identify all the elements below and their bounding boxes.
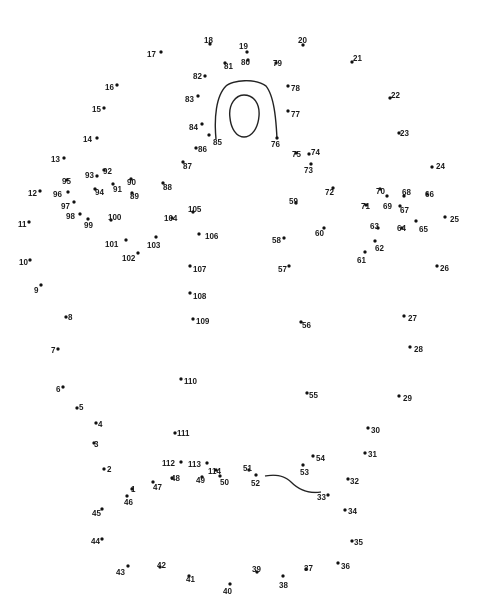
dot-point [136,251,139,254]
dot-68 [402,188,411,197]
dot-7 [51,346,60,355]
dot-41 [186,574,195,584]
dot-number-label: 108 [193,292,207,302]
dot-number-label: 34 [348,507,357,517]
dot-number-label: 39 [252,565,261,575]
dot-number-label: 24 [436,162,445,172]
dot-103 [147,235,161,250]
dot-24 [430,162,445,171]
dot-number-label: 98 [66,212,75,222]
dot-number-label: 102 [122,254,136,264]
dot-number-label: 42 [157,561,166,571]
dot-number-label: 75 [292,150,301,160]
dot-number-label: 2 [107,465,112,475]
dot-number-label: 67 [400,206,409,216]
dot-98 [66,212,82,221]
dot-number-label: 65 [419,225,428,235]
dot-8 [64,313,73,322]
dot-number-label: 96 [53,190,62,200]
dot-number-label: 44 [91,537,100,547]
dot-58 [272,236,286,245]
dot-6 [56,385,65,394]
dot-56 [299,320,311,330]
dot-number-label: 105 [188,205,202,215]
dot-number-label: 52 [251,479,260,489]
dot-13 [51,155,66,164]
dot-point [200,122,203,125]
dot-107 [188,264,206,274]
dot-point [78,212,81,215]
dot-47 [151,480,162,492]
dot-number-label: 76 [271,140,280,150]
dot-number-label: 85 [213,138,222,148]
dot-point [27,220,30,223]
dot-22 [388,91,400,100]
dot-point [281,574,284,577]
dot-27 [402,314,417,323]
dot-number-label: 70 [376,187,385,197]
dot-number-label: 38 [279,581,288,591]
dot-number-label: 1 [131,485,136,495]
pre-drawn-hair-outline [215,81,277,139]
dot-number-label: 94 [95,188,104,198]
dot-34 [343,507,357,516]
dot-point [62,156,65,159]
dot-78 [286,84,300,93]
dot-number-label: 93 [85,171,94,181]
dot-80 [241,58,250,67]
dot-point [326,493,329,496]
dot-37 [304,564,313,573]
dot-number-label: 77 [291,110,300,120]
dot-15 [92,105,106,114]
dot-number-label: 51 [243,464,252,474]
dot-point [95,174,98,177]
dot-point [102,467,105,470]
dot-104 [164,214,178,223]
dot-108 [188,291,206,301]
dot-46 [124,494,133,507]
dot-number-label: 30 [371,426,380,436]
dot-55 [305,391,318,400]
dot-number-label: 45 [92,509,101,519]
dot-number-label: 66 [425,190,434,200]
dot-number-label: 91 [113,185,122,195]
dot-point [61,385,64,388]
numbered-dots [18,36,459,596]
dot-113 [188,460,209,469]
dot-number-label: 106 [205,232,219,242]
dot-number-label: 72 [325,188,334,198]
dot-94 [93,187,104,197]
dot-number-label: 41 [186,575,195,585]
dot-number-label: 54 [316,454,325,464]
dot-point [336,561,339,564]
dot-29 [397,394,412,403]
dot-point [343,508,346,511]
dot-112 [162,459,183,468]
dot-point [179,377,182,380]
dot-23 [397,129,409,138]
dot-number-label: 19 [239,42,248,52]
dot-number-label: 79 [273,59,282,69]
dot-number-label: 49 [196,476,205,486]
dot-53 [300,463,309,477]
dot-number-label: 11 [18,220,27,230]
dot-number-label: 114 [208,467,221,477]
dot-number-label: 100 [108,213,122,223]
dot-number-label: 68 [402,188,411,198]
dot-point [286,109,289,112]
dot-number-label: 56 [302,321,311,331]
dot-number-label: 37 [304,564,313,574]
dot-point [188,291,191,294]
dot-10 [19,258,32,267]
dot-number-label: 5 [79,403,84,413]
dot-number-label: 84 [189,123,198,133]
dot-number-label: 55 [309,391,318,401]
dot-62 [373,239,384,253]
dot-number-label: 101 [105,240,119,250]
dot-number-label: 57 [278,265,287,275]
dot-35 [350,538,363,547]
dot-54 [311,454,325,463]
dot-point [301,463,304,466]
dot-number-label: 7 [51,346,56,356]
dot-75 [292,150,301,159]
dot-number-label: 50 [220,478,229,488]
dot-number-label: 104 [164,214,178,224]
dot-point [366,426,369,429]
dot-20 [298,36,307,46]
dot-number-label: 28 [414,345,423,355]
dot-number-label: 48 [171,474,180,484]
dot-number-label: 26 [440,264,449,274]
dot-number-label: 71 [361,202,370,212]
dot-number-label: 58 [272,236,281,246]
dot-number-label: 23 [400,129,409,139]
dot-1 [130,485,136,494]
dot-2 [102,465,112,474]
dot-92 [102,167,112,176]
dot-99 [84,217,93,230]
dot-number-label: 4 [98,420,103,430]
dot-point [397,394,400,397]
dot-number-label: 10 [19,258,28,268]
dot-number-label: 3 [94,440,99,450]
dot-point [191,317,194,320]
dot-84 [189,122,204,132]
dot-number-label: 31 [368,450,377,460]
dot-point [254,473,257,476]
dot-number-label: 15 [92,105,101,115]
dot-19 [239,42,249,53]
dot-number-label: 53 [300,468,309,478]
dot-point [154,235,157,238]
dot-point [228,582,231,585]
dot-number-label: 78 [291,84,300,94]
dot-point [72,200,75,203]
dot-number-label: 46 [124,498,133,508]
dot-number-label: 83 [185,95,194,105]
dot-number-label: 6 [56,385,61,395]
dot-87 [181,160,192,171]
dot-30 [366,426,380,435]
dot-70 [376,187,385,196]
dot-61 [357,250,367,265]
dot-point [39,283,42,286]
dot-50 [218,474,229,487]
dot-96 [53,190,70,199]
dot-point [287,264,290,267]
dot-number-label: 25 [450,215,459,225]
dot-point [159,50,162,53]
dot-point [286,84,289,87]
dot-14 [83,135,99,144]
dot-63 [370,222,380,231]
dot-number-label: 69 [383,202,392,212]
dot-48 [170,474,180,483]
dot-point [126,564,129,567]
dot-number-label: 60 [315,229,324,239]
dot-number-label: 18 [204,36,213,46]
dot-number-label: 16 [105,83,114,93]
dot-number-label: 81 [224,62,233,72]
dot-97 [61,200,76,211]
dot-point [124,238,127,241]
dot-91 [111,182,122,194]
pre-drawn-smile-curve [265,475,321,492]
dot-point [402,314,405,317]
dot-66 [425,190,434,199]
dot-59 [289,197,298,206]
dot-number-label: 29 [403,394,412,404]
dot-number-label: 73 [304,166,313,176]
dot-77 [286,109,300,119]
dot-60 [315,226,326,238]
dot-number-label: 63 [370,222,379,232]
dot-number-label: 107 [193,265,207,275]
dot-82 [193,72,207,81]
dot-point [203,74,206,77]
dot-93 [85,171,99,180]
dot-57 [278,264,291,274]
dot-71 [361,202,370,211]
pre-drawn-ear-shape [230,95,259,137]
dot-point [66,190,69,193]
dot-51 [243,464,252,473]
dot-number-label: 59 [289,197,298,207]
dot-number-label: 32 [350,477,359,487]
dot-111 [173,429,190,438]
dot-number-label: 9 [34,286,39,296]
dot-point [414,219,417,222]
dot-point [443,215,446,218]
dot-52 [251,473,260,488]
dot-number-label: 33 [317,493,326,503]
dot-21 [350,54,362,63]
dot-11 [18,220,31,229]
dot-number-label: 17 [147,50,156,60]
dot-40 [223,582,232,596]
dot-72 [325,186,335,197]
dot-number-label: 110 [184,377,197,387]
dot-number-label: 35 [354,538,363,548]
dot-number-label: 103 [147,241,161,251]
dot-number-label: 97 [61,202,70,212]
dot-point [38,189,41,192]
dot-number-label: 27 [408,314,417,324]
dot-90 [127,177,136,187]
dot-number-label: 62 [375,244,384,254]
dot-number-label: 61 [357,256,366,266]
dot-number-label: 109 [196,317,210,327]
dot-number-label: 92 [103,167,112,177]
dot-9 [34,283,43,295]
dot-point [197,232,200,235]
dot-number-label: 40 [223,587,232,597]
dot-number-label: 99 [84,221,93,231]
dot-point [100,537,103,540]
dot-number-label: 36 [341,562,350,572]
dot-point [282,236,285,239]
dot-number-label: 47 [153,483,162,493]
dot-number-label: 20 [298,36,307,46]
dot-point [188,264,191,267]
dot-17 [147,50,163,59]
dot-85 [207,133,222,147]
dot-3 [92,440,99,449]
dot-number-label: 13 [51,155,60,165]
dot-74 [307,148,320,157]
dot-76 [271,136,280,149]
dot-point [385,194,388,197]
dot-89 [130,191,139,201]
dot-point [115,83,118,86]
dot-44 [91,537,104,546]
dot-number-label: 64 [397,224,406,234]
dot-33 [317,493,330,502]
dot-number-label: 74 [311,148,320,158]
dot-number-label: 80 [241,58,250,68]
dot-point [430,165,433,168]
dot-102 [122,251,140,263]
dot-point [311,454,314,457]
dot-point [102,106,105,109]
dot-26 [435,264,449,273]
dot-16 [105,83,119,92]
dot-4 [94,420,103,429]
dot-number-label: 82 [193,72,202,82]
dot-106 [197,232,218,241]
dot-105 [188,205,202,214]
dot-86 [194,145,207,154]
dot-point [207,133,210,136]
dot-number-label: 95 [62,177,71,187]
dot-31 [363,450,377,459]
dot-number-label: 88 [163,183,172,193]
dot-65 [414,219,428,234]
dot-95 [62,177,71,186]
dot-25 [443,215,459,224]
dot-number-label: 90 [127,178,136,188]
dot-point [86,217,89,220]
dot-number-label: 89 [130,192,139,202]
dot-36 [336,561,350,571]
dot-number-label: 22 [391,91,400,101]
dot-110 [179,377,197,386]
dot-18 [204,36,213,45]
dot-69 [383,194,392,211]
dot-109 [191,317,209,326]
dot-number-label: 86 [198,145,207,155]
dot-43 [116,564,130,577]
dot-81 [223,61,233,71]
dot-point [275,136,278,139]
dot-point [28,258,31,261]
dot-64 [397,224,406,233]
dot-point [435,264,438,267]
dot-101 [105,238,128,249]
dot-number-label: 43 [116,568,125,578]
dot-point [125,494,128,497]
dot-12 [28,189,42,198]
dot-83 [185,94,200,104]
dot-114 [208,467,221,476]
dot-number-label: 112 [162,459,175,469]
dot-49 [196,475,205,485]
dot-number-label: 8 [68,313,73,323]
dot-point [363,250,366,253]
dot-point [205,461,208,464]
dot-32 [346,477,359,486]
dot-number-label: 111 [177,429,190,439]
dot-38 [279,574,288,590]
dot-point [196,94,199,97]
dot-67 [398,204,409,215]
dot-point [363,451,366,454]
dot-point [95,136,98,139]
dot-number-label: 21 [353,54,362,64]
dot-number-label: 14 [83,135,92,145]
dot-point [56,347,59,350]
dot-number-label: 113 [188,460,201,470]
dot-point [309,162,312,165]
dot-79 [273,59,282,68]
dot-28 [408,345,423,354]
dot-number-label: 87 [183,162,192,172]
dot-45 [92,507,104,518]
dot-39 [252,565,261,574]
dot-100 [108,213,122,222]
dot-number-label: 12 [28,189,37,199]
dot-42 [157,561,166,570]
dot-point [179,460,182,463]
dot-5 [75,403,84,412]
dot-73 [304,162,313,175]
dot-88 [161,181,172,192]
dot-point [373,239,376,242]
dot-point [408,345,411,348]
